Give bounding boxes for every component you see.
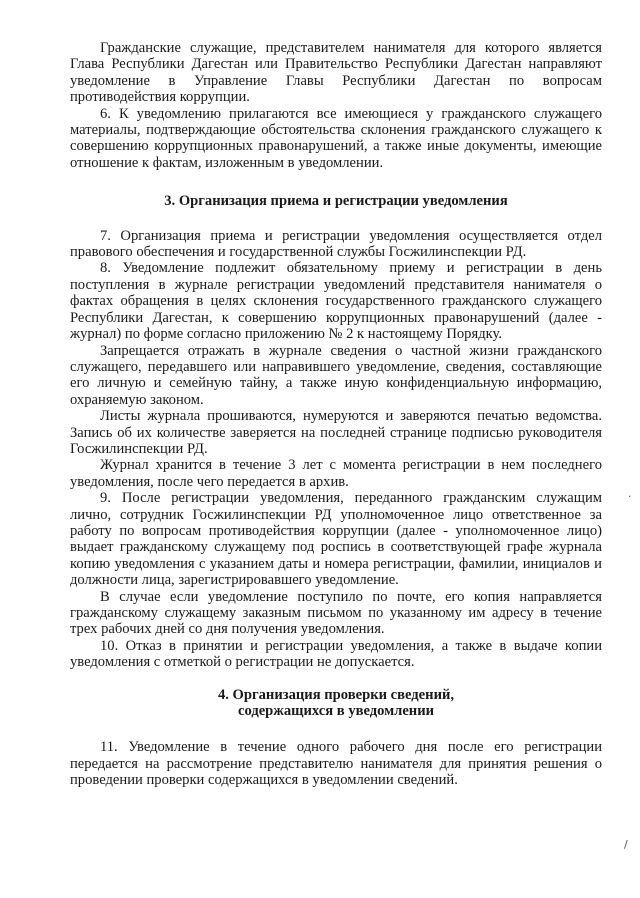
paragraph-item-7: 7. Организация приема и регистрации уведомления осуществляется отдел правового обеспечения и государственной службы Госжилинспекции РД. <box>70 227 602 261</box>
paragraph-postal-notice: В случае если уведомление поступило по почте, его копия направляется гражданскому служащему заказным письмом по указанному им адресу в течение трех рабочих дней со дня получения уведомления. <box>70 588 602 638</box>
paragraph-item-9: 9. После регистрации уведомления, переданного гражданским служащим лично, сотрудник Госжилинспекции РД уполномоченное лицо ответственное за работу по вопросам противодействия коррупции (далее - уполномоченное лицо) выдает гражданскому служащему под роспись в соответствующей графе журнала копию уведомления с указанием даты и номера регистрации, фамилии, инициалов и должности лица, зарегистрировавшего уведомление. <box>70 490 602 589</box>
section-4-heading-line-2: содержащихся в уведомлении <box>237 703 435 720</box>
paragraph-civil-servants-notice: Гражданские служащие, представителем нанимателя для которого является Глава Республики Дагестан или Правительство Республики Дагестан направляют уведомление в Управление Главы Республики Дагестан по вопросам противодействия коррупции. <box>70 40 602 106</box>
scan-dot-mark: · <box>628 490 632 503</box>
section-4-heading <box>70 687 602 720</box>
document-page <box>70 40 602 789</box>
paragraph-journal-sheets: Листы журнала прошиваются, нумеруются и заверяются печатью ведомства. Запись об их количестве заверяется на последней странице подписью руководителя Госжилинспекции РД. <box>70 408 602 457</box>
scan-tick-mark: / <box>624 838 628 851</box>
paragraph-item-11: 11. Уведомление в течение одного рабочего дня после его регистрации передается на рассмотрение представителю нанимателя для принятия решения о проведении проверки содержащихся в уведомлении сведений. <box>70 739 602 789</box>
section-4-heading-line-1: 4. Организация проверки сведений, <box>217 686 455 703</box>
paragraph-item-10: 10. Отказ в принятии и регистрации уведомления, а также в выдаче копии уведомления с отметкой о регистрации не допускается. <box>70 637 602 671</box>
paragraph-privacy-prohibition: Запрещается отражать в журнале сведения о частной жизни гражданского служащего, передавшего или направившего уведомление, сведения, составляющие его личную и семейную тайну, а также иную конфиденциальную информацию, охраняемую законом. <box>70 342 602 408</box>
paragraph-item-6: 6. К уведомлению прилагаются все имеющиеся у гражданского служащего материалы, подтверждающие обстоятельства склонения гражданского служащего к совершению коррупционных правонарушений, а также иные документы, имеющие отношение к фактам, изложенным в уведомлении. <box>70 105 602 171</box>
paragraph-journal-storage: Журнал хранится в течение 3 лет с момента регистрации в нем последнего уведомления, после чего передается в архив. <box>70 457 602 490</box>
section-3-heading: 3. Организация приема и регистрации уведомления <box>164 193 508 210</box>
paragraph-item-8: 8. Уведомление подлежит обязательному приему и регистрации в день поступления в журнале регистрации уведомлений представителя нанимателя о фактах обращения в целях склонения государственного гражданского служащего Республики Дагестан, к совершению коррупционных правонарушений (далее - журнал) по форме согласно приложению № 2 к настоящему Порядку. <box>70 260 602 343</box>
